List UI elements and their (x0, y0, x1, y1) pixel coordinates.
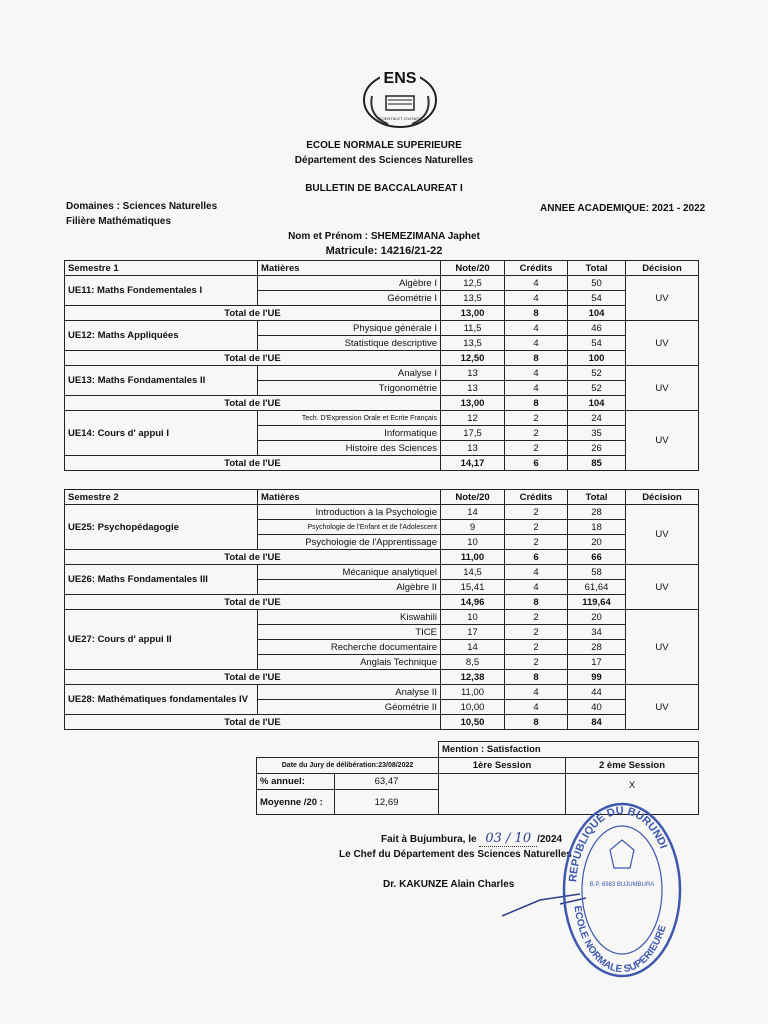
subject-note: 11,5 (441, 321, 505, 336)
subject-name: Statistique descriptive (258, 336, 441, 351)
ue-total-label: Total de l'UE (65, 595, 441, 610)
col-decision: Décision (626, 261, 699, 276)
subject-credits: 4 (505, 685, 568, 700)
subject-credits: 2 (505, 655, 568, 670)
ue-total-total: 119,64 (568, 595, 626, 610)
subject-name: Géométrie II (258, 700, 441, 715)
subject-total: 54 (568, 291, 626, 306)
subject-credits: 2 (505, 426, 568, 441)
subject-total: 40 (568, 700, 626, 715)
ue-name: UE27: Cours d' appui II (65, 610, 258, 670)
average-value: 12,69 (335, 790, 439, 815)
ue-total-credits: 8 (505, 715, 568, 730)
subject-name: Géométrie I (258, 291, 441, 306)
semester-header-row (65, 261, 699, 276)
subject-row (65, 610, 699, 625)
subject-total: 50 (568, 276, 626, 291)
subject-note: 14 (441, 640, 505, 655)
subject-note: 10 (441, 535, 505, 550)
academic-year: ANNEE ACADEMIQUE: 2021 - 2022 (540, 203, 706, 214)
grades-table (64, 260, 699, 730)
ue-total-total: 84 (568, 715, 626, 730)
ue-total-row (65, 670, 699, 685)
school-name: ECOLE NORMALE SUPERIEURE (306, 140, 462, 151)
ue-name: UE26: Maths Fondamentales III (65, 565, 258, 595)
subject-total: 24 (568, 411, 626, 426)
ue-total-credits: 6 (505, 550, 568, 565)
ue-total-credits: 8 (505, 670, 568, 685)
col-note: Note/20 (441, 490, 505, 505)
ue-total-label: Total de l'UE (65, 396, 441, 411)
subject-row (65, 565, 699, 580)
logo-text: ENS (383, 70, 417, 87)
department-name: Département des Sciences Naturelles (294, 155, 474, 166)
ue-total-label: Total de l'UE (65, 715, 441, 730)
subject-note: 13 (441, 366, 505, 381)
subject-name: Mécanique analytiquel (258, 565, 441, 580)
subject-credits: 4 (505, 565, 568, 580)
subject-total: 61,64 (568, 580, 626, 595)
ue-total-note: 12,50 (441, 351, 505, 366)
subject-note: 10,00 (441, 700, 505, 715)
subject-note: 8,5 (441, 655, 505, 670)
ue-name: UE28: Mathématiques fondamentales IV (65, 685, 258, 715)
subject-name: Kiswahili (258, 610, 441, 625)
subject-name: Analyse I (258, 366, 441, 381)
subject-credits: 4 (505, 276, 568, 291)
annual-percent-label: % annuel: (257, 774, 335, 790)
ue-name: UE25: Psychopédagogie (65, 505, 258, 550)
ue-total-row (65, 306, 699, 321)
subject-credits: 2 (505, 441, 568, 456)
ue-name: UE11: Maths Fondementales I (65, 276, 258, 306)
subject-note: 10 (441, 610, 505, 625)
ue-decision: UV (626, 505, 699, 565)
svg-text:ECOLE NORMALE SUPERIEURE (572, 905, 669, 975)
subject-name: Tech. D'Expression Orale et Ecrite Français (258, 411, 441, 426)
subject-total: 17 (568, 655, 626, 670)
subject-name: Anglais Technique (258, 655, 441, 670)
signatory-title: Le Chef du Département des Sciences Naturelles (339, 849, 572, 860)
subject-total: 54 (568, 336, 626, 351)
semester-header-row (65, 490, 699, 505)
col-credits: Crédits (505, 261, 568, 276)
spacer-cell (65, 471, 699, 490)
subject-credits: 2 (505, 520, 568, 535)
subject-name: Psychologie de l'Apprentissage (258, 535, 441, 550)
subject-total: 35 (568, 426, 626, 441)
subject-name: Analyse II (258, 685, 441, 700)
subject-credits: 4 (505, 366, 568, 381)
ue-name: UE13: Maths Fondamentales II (65, 366, 258, 396)
subject-credits: 2 (505, 505, 568, 520)
subject-note: 11,00 (441, 685, 505, 700)
ue-total-total: 104 (568, 396, 626, 411)
signatory-name: Dr. KAKUNZE Alain Charles (383, 879, 515, 890)
ue-total-note: 13,00 (441, 396, 505, 411)
subject-credits: 2 (505, 411, 568, 426)
jury-date: Date du Jury de délibération:23/08/2022 (257, 758, 439, 774)
subject-credits: 4 (505, 381, 568, 396)
subject-name: Algèbre II (258, 580, 441, 595)
filiere-label: Filière Mathématiques (66, 216, 172, 227)
subject-name: TICE (258, 625, 441, 640)
subject-credits: 2 (505, 535, 568, 550)
col-total: Total (568, 261, 626, 276)
official-stamp (560, 800, 684, 980)
ue-total-label: Total de l'UE (65, 670, 441, 685)
ue-total-note: 13,00 (441, 306, 505, 321)
ue-decision: UV (626, 411, 699, 471)
ue-decision: UV (626, 276, 699, 321)
subject-credits: 4 (505, 700, 568, 715)
subject-note: 13 (441, 381, 505, 396)
subject-total: 20 (568, 610, 626, 625)
ue-decision: UV (626, 610, 699, 685)
ue-total-total: 100 (568, 351, 626, 366)
ue-total-total: 99 (568, 670, 626, 685)
ue-total-label: Total de l'UE (65, 306, 441, 321)
annual-percent-value: 63,47 (335, 774, 439, 790)
ue-total-label: Total de l'UE (65, 550, 441, 565)
stamp-bottom-text: ECOLE NORMALE SUPERIEURE (571, 905, 669, 976)
subject-note: 13,5 (441, 336, 505, 351)
ue-decision: UV (626, 366, 699, 411)
subject-name: Histoire des Sciences (258, 441, 441, 456)
subject-credits: 2 (505, 610, 568, 625)
subject-total: 52 (568, 381, 626, 396)
subject-credits: 4 (505, 580, 568, 595)
subject-row (65, 321, 699, 336)
subject-note: 12,5 (441, 276, 505, 291)
subject-note: 12 (441, 411, 505, 426)
ue-total-row (65, 550, 699, 565)
ue-total-total: 104 (568, 306, 626, 321)
subject-note: 13,5 (441, 291, 505, 306)
subject-name: Introduction à la Psychologie (258, 505, 441, 520)
subject-total: 20 (568, 535, 626, 550)
ue-total-total: 85 (568, 456, 626, 471)
stamp-top-text: REPUBLIQUE DU BURUNDI (567, 804, 670, 883)
col-total: Total (568, 490, 626, 505)
ue-total-label: Total de l'UE (65, 456, 441, 471)
subject-note: 13 (441, 441, 505, 456)
session-1-header: 1ère Session (439, 758, 566, 774)
ue-total-note: 10,50 (441, 715, 505, 730)
ue-total-row (65, 595, 699, 610)
place-date (381, 831, 562, 846)
subject-note: 14 (441, 505, 505, 520)
subject-total: 18 (568, 520, 626, 535)
ue-total-credits: 8 (505, 306, 568, 321)
stamp-center-text: B.P. 6983 BUJUMBURA (589, 882, 655, 888)
ue-total-note: 14,17 (441, 456, 505, 471)
ue-total-note: 12,38 (441, 670, 505, 685)
col-credits: Crédits (505, 490, 568, 505)
session-2-header: 2 ème Session (566, 758, 699, 774)
signature-year: /2024 (537, 834, 563, 845)
col-matieres: Matières (258, 261, 441, 276)
ue-decision: UV (626, 685, 699, 730)
col-decision: Décision (626, 490, 699, 505)
subject-row (65, 505, 699, 520)
subject-row (65, 276, 699, 291)
ue-total-row (65, 351, 699, 366)
ue-total-row (65, 396, 699, 411)
col-matieres: Matières (258, 490, 441, 505)
ue-total-note: 11,00 (441, 550, 505, 565)
subject-credits: 4 (505, 321, 568, 336)
subject-credits: 4 (505, 336, 568, 351)
student-matricule: Matricule: 14216/21-22 (325, 245, 443, 257)
subject-name: Recherche documentaire (258, 640, 441, 655)
col-note: Note/20 (441, 261, 505, 276)
subject-note: 17,5 (441, 426, 505, 441)
average-label: Moyenne /20 : (257, 790, 335, 815)
ens-logo (358, 66, 442, 130)
bulletin-title: BULLETIN DE BACCALAUREAT I (305, 183, 463, 194)
ue-total-row (65, 715, 699, 730)
ue-decision: UV (626, 321, 699, 366)
subject-credits: 2 (505, 625, 568, 640)
subject-total: 58 (568, 565, 626, 580)
subject-total: 44 (568, 685, 626, 700)
subject-name: Psychologie de l'Enfant et de l'Adolescent (258, 520, 441, 535)
subject-note: 9 (441, 520, 505, 535)
handwritten-date: 03 / 10 (479, 831, 537, 847)
subject-row (65, 366, 699, 381)
ue-total-credits: 8 (505, 595, 568, 610)
subject-credits: 4 (505, 291, 568, 306)
ue-name: UE14: Cours d' appui I (65, 411, 258, 456)
ue-total-row (65, 456, 699, 471)
ue-total-total: 66 (568, 550, 626, 565)
ue-total-credits: 8 (505, 351, 568, 366)
subject-note: 15,41 (441, 580, 505, 595)
logo-motto: SCIENTIA ET CIVITATIS (377, 116, 423, 121)
subject-total: 28 (568, 505, 626, 520)
session-1-cell (439, 774, 566, 815)
ue-total-credits: 8 (505, 396, 568, 411)
subject-note: 14,5 (441, 565, 505, 580)
subject-credits: 2 (505, 640, 568, 655)
subject-name: Algèbre I (258, 276, 441, 291)
subject-row (65, 411, 699, 426)
place-date-label: Fait à Bujumbura, le (381, 834, 477, 845)
ue-total-label: Total de l'UE (65, 351, 441, 366)
subject-total: 26 (568, 441, 626, 456)
session-2-mark: X (566, 774, 699, 815)
semester-label: Semestre 2 (65, 490, 258, 505)
subject-name: Physique générale I (258, 321, 441, 336)
domain-label: Domaines : Sciences Naturelles (66, 201, 218, 212)
subject-name: Trigonométrie (258, 381, 441, 396)
semester-spacer (65, 471, 699, 490)
mention: Mention : Satisfaction (439, 742, 699, 758)
subject-name: Informatique (258, 426, 441, 441)
ue-name: UE12: Maths Appliquées (65, 321, 258, 351)
semester-label: Semestre 1 (65, 261, 258, 276)
ue-total-note: 14,96 (441, 595, 505, 610)
subject-total: 46 (568, 321, 626, 336)
ue-decision: UV (626, 565, 699, 610)
subject-total: 52 (568, 366, 626, 381)
ue-total-credits: 6 (505, 456, 568, 471)
subject-row (65, 685, 699, 700)
subject-total: 28 (568, 640, 626, 655)
student-name: Nom et Prénom : SHEMEZIMANA Japhet (288, 231, 480, 242)
subject-note: 17 (441, 625, 505, 640)
subject-total: 34 (568, 625, 626, 640)
